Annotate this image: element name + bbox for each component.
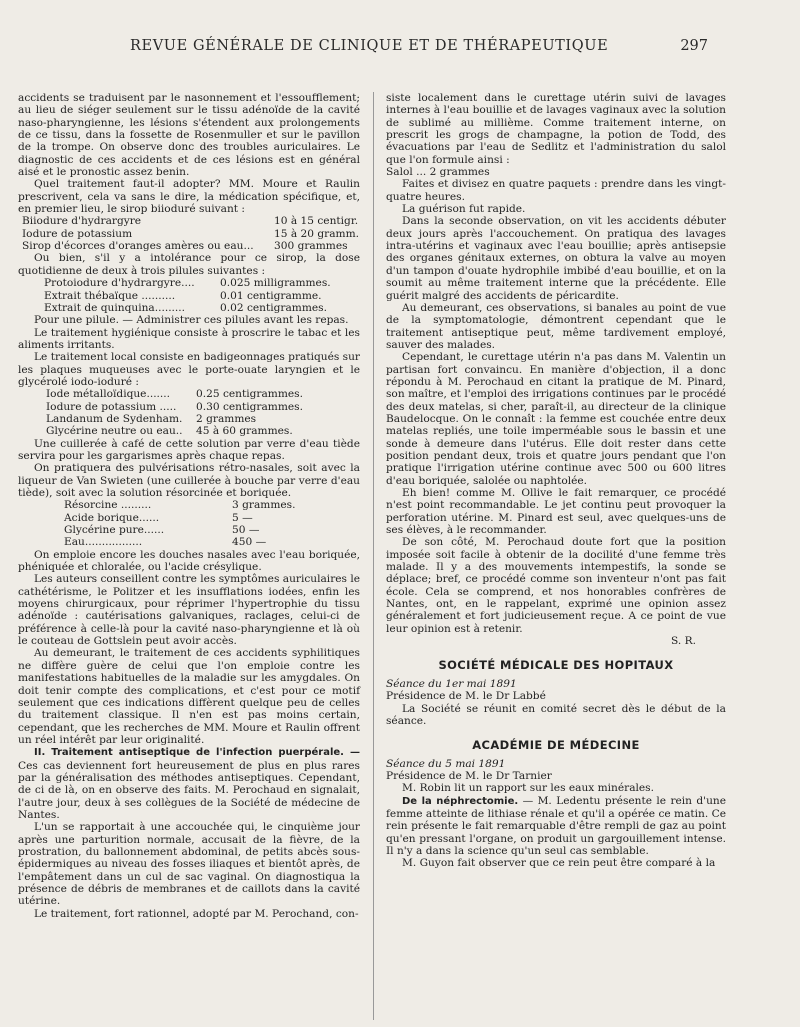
paragraph: Quel traitement faut-il adopter? MM. Moure et Raulin prescrivent, cela va sans le dire, la médication spécifique, et, en premier lieu, le sirop biioduré suivant : [18,178,360,216]
ingredient: Iode métalloïdique....... [46,388,171,401]
prescription-pills [18,277,360,314]
paragraph: On pratiquera des pulvérisations rétro-nasales, soit avec la liqueur de Van Swieten (une cuillerée à bouche par verre d'eau tiède), soit avec la solution résorcinée et boriquée. [18,462,360,499]
paragraph: Faites et divisez en quatre paquets : prendre dans les vingt-quatre heures. [386,178,726,203]
ingredient: Résorcine ......... [64,499,152,512]
right-column [386,92,726,870]
quantity: 15 à 20 gramm. [274,227,359,240]
quantity: 450 — [232,536,267,549]
running-head [0,36,800,60]
prescription-solution [18,499,360,548]
quantity: 0.025 milligrammes. [220,277,331,290]
paragraph: Eh bien! comme M. Ollive le fait remarquer, ce procédé n'est point recommandable. Le jet continu peut provoquer la perforation utérine. M. Pinard est seul, avec quelques-uns de ses élèves, à le recommander. [386,487,726,537]
column-divider [373,92,374,1020]
paragraph: M. Guyon fait observer que ce rein peut être comparé à la [402,857,716,870]
paragraph: Le traitement local consiste en badigeonnages pratiqués sur les plaques muqueuses avec le porte-ouate laryngien et le glycérolé iodo-ioduré : [18,351,360,388]
ingredient: Iodure de potassium [22,227,133,240]
prescription-line [18,290,360,302]
section-title: SOCIÉTÉ MÉDICALE DES HOPITAUX [438,658,674,673]
paragraph: Une cuillerée à café de cette solution par verre d'eau tiède servira pour les gargarismes après chaque repas. [18,437,360,462]
prescription-line [18,228,360,240]
quantity: 50 — [232,524,260,537]
session-chair: Présidence de M. le Dr Labbé [386,690,546,703]
paragraph: Cependant, le curettage utérin n'a pas dans M. Valentin un partisan fort convaincu. En manière d'objection, il a donc répondu à M. Perochaud en citant la pratique de M. Pinard, son maître, et l'emploi des irrigations continues par le procédé des deux matelas, si cher, paraît-il, au directeur de la clinique Baudelocque. On le connaît : la femme est couchée entre deux matelas repliés, une toile imperméable sous le bassin et une sonde à demeure dans l'utérus. Elle doit rester dans cette position pendant deux, trois et quatre jours pendant que l'on pratique l'irrigation utérine continue avec 500 ou 600 litres d'eau boriquée, salolée ou naphtolée. [386,351,726,487]
prescription-syrup [18,215,360,252]
paragraph: Pour une pilule. — Administrer ces pilules avant les repas. [34,314,349,327]
quantity: 2 grammes [196,412,257,425]
quantity: 5 — [232,511,253,524]
paragraph: M. Robin lit un rapport sur les eaux minérales. [402,782,654,795]
prescription-line [18,388,360,400]
section-rubric: De la néphrectomie. [402,795,519,807]
left-column [18,92,360,920]
quantity: 10 à 15 centigr. [274,215,359,228]
paragraph-text: Ces cas deviennent fort heureusement de plus en plus rares par la généralisation des méthodes antiseptiques. Cependant, de ci de là, on en observe des faits. M. Perochaud en signalait, l'autre jour, deux à ses collègues de la Société de médecine de Nantes. [18,759,360,821]
ingredient: Landanum de Sydenham. [46,412,183,425]
paragraph: De son côté, M. Perochaud doute fort que la position imposée soit facile à obtenir de la docilité d'une femme très malade. Il y a des mouvements intempestifs, la sonde se déplace; bref, ce procédé comme son inventeur n'ont pas fait école. Cela se comprend, et nos honorables confrères de Nantes, ont, en le rappelant, exprimé une opinion assez généralement et fort judicieusement reçue. A ce point de vue leur opinion est à retenir. [386,536,726,635]
quantity: 0.25 centigrammes. [196,388,303,401]
paragraph-text: — M. Ledentu présente le rein d'une femme atteinte de lithiase rénale et qu'il a opérée ce matin. Ce rein présente le fait remarquable d'être rempli de gaz au point qu'en pressant l'organe, on produit un gargouillement intense. Il n'y a dans la science qu'un seul cas semblable. [386,794,727,857]
paragraph: La Société se réunit en comité secret dès le début de la séance. [386,702,726,727]
quantity: 45 à 60 grammes. [196,425,293,438]
ingredient: Glycérine neutre ou eau.. [46,425,183,438]
prescription-line [18,277,360,289]
prescription-line [18,240,360,252]
paragraph: Au demeurant, ces observations, si banales au point de vue de la symptomatologie, démontrent cependant que le traitement antiseptique peut, même tardivement employé, sauver des malades. [386,301,726,351]
signature: S. R. [671,635,696,648]
paragraph: Dans la seconde observation, on vit les accidents débuter deux jours après l'accouchement. On pratiqua des lavages intra-utérins et vaginaux avec l'eau bouillie; après antisepsie des organes génitaux externes, on obtura la valve au moyen d'un tampon d'ouate hydrophile imbibé d'eau bouillie, et on la soumit au même traitement interne que la précédente. Elle guérit malgré des accidents de péricardite. [386,215,726,302]
page-number: 297 [680,38,708,54]
ingredient: Glycérine pure...... [64,524,165,537]
paragraph: L'un se rapportait à une accouchée qui, le cinquième jour après une parturition normale, accusait de la fièvre, de la prostration, du ballonnement abdominal, de petits abcès sous-épidermiques au niveau des fosses iliaques et bientôt après, de l'empâtement dans un cul de sac vaginal. On diagnostiqua la présence de débris de membranes et de caillots dans la cavité utérine. [18,821,360,908]
prescription-line [18,302,360,314]
prescription-line [18,524,360,536]
section-rubric: II. Traitement antiseptique de l'infection puerpérale. — [34,747,360,759]
quantity: 3 grammes. [232,499,296,512]
paragraph [18,746,360,821]
paragraph: Ou bien, s'il y a intolérance pour ce sirop, la dose quotidienne de deux à trois pilules suivantes : [18,252,360,277]
quantity: 0.01 centigramme. [220,289,322,302]
quantity: 0.02 centigrammes. [220,301,327,314]
ingredient: Iodure de potassium ..... [46,400,177,413]
ingredient: Protoiodure d'hydrargyre.... [44,277,195,290]
session-date: Séance du 1er mai 1891 [386,677,517,690]
ingredient: Acide borique...... [64,511,160,524]
prescription-line [18,536,360,548]
ingredient: Extrait thébaïque .......... [44,289,176,302]
prescription-line [18,215,360,227]
paragraph: Au demeurant, le traitement de ces accidents syphilitiques ne diffère guère de celui que l'on emploie contre les manifestations habituelles de la maladie sur les amygdales. On doit tenir compte des complications, et c'est pour ce motif seulement que ces indications diffèrent quelque peu de celles du traitement classique. Il n'en est pas moins certain, cependant, que les recherches de MM. Moure et Raulin offrent un réel intérêt par leur originalité. [18,647,360,746]
prescription-line [18,512,360,524]
paragraph: siste localement dans le curettage utérin suivi de lavages internes à l'eau bouillie et de lavages vaginaux avec la solution de sublimé au millième. Comme traitement interne, on prescrit les grogs de champagne, la potion de Todd, des évacuations par l'eau de Sedlitz et l'administration du salol que l'on formule ainsi : [386,92,726,166]
paragraph: Les auteurs conseillent contre les symptômes auriculaires le cathétérisme, le Politzer et les insufflations iodées, enfin les moyens chirurgicaux, pour réprimer l'hypertrophie du tissu adénoïde : cautérisations galvaniques, raclages, celui-ci de préférence à celle-là pour la cavité naso-pharyngienne et là où le couteau de Gottslein peut avoir accès. [18,573,360,648]
prescription-line [18,425,360,437]
paragraph: Le traitement hygiénique consiste à proscrire le tabac et les aliments irritants. [18,326,360,351]
paragraph: La guérison fut rapide. [402,203,526,216]
prescription-glycerole [18,388,360,437]
paragraph [386,795,726,858]
paragraph: Le traitement, fort rationnel, adopté par M. Perochand, con- [34,907,359,920]
prescription-line [18,413,360,425]
running-title: REVUE GÉNÉRALE DE CLINIQUE ET DE THÉRAPEUTIQUE [130,38,609,54]
paragraph: On emploie encore les douches nasales avec l'eau boriquée, phéniquée et chloralée, ou l'acide crésylique. [18,548,360,574]
ingredient: Sirop d'écorces d'oranges amères ou eau... [22,240,254,253]
session-date: Séance du 5 mai 1891 [386,757,506,770]
prescription-line [18,499,360,511]
paragraph: accidents se traduisent par le nasonnement et l'essoufflement; au lieu de siéger seulement sur le tissu adénoïde de la cavité naso-pharyngienne, les lésions s'étendent aux prolongements de ce tissu, dans la fossette de Rosenmuller et sur le pavillon de la trompe. On observe donc des troubles auriculaires. Le diagnostic de ces accidents et de ces lésions est en général aisé et le pronostic assez benin. [18,92,360,179]
ingredient: Biiodure d'hydrargyre [22,215,142,228]
ingredient: Extrait de quinquina......... [44,301,186,314]
ingredient: Eau................. [64,536,143,549]
quantity: 0.30 centigrammes. [196,400,303,413]
formula-line: Salol ... 2 grammes [386,166,490,179]
prescription-line [18,401,360,413]
section-title: ACADÉMIE DE MÉDECINE [472,738,640,753]
session-chair: Présidence de M. le Dr Tarnier [386,769,552,782]
quantity: 300 grammes [274,240,348,253]
